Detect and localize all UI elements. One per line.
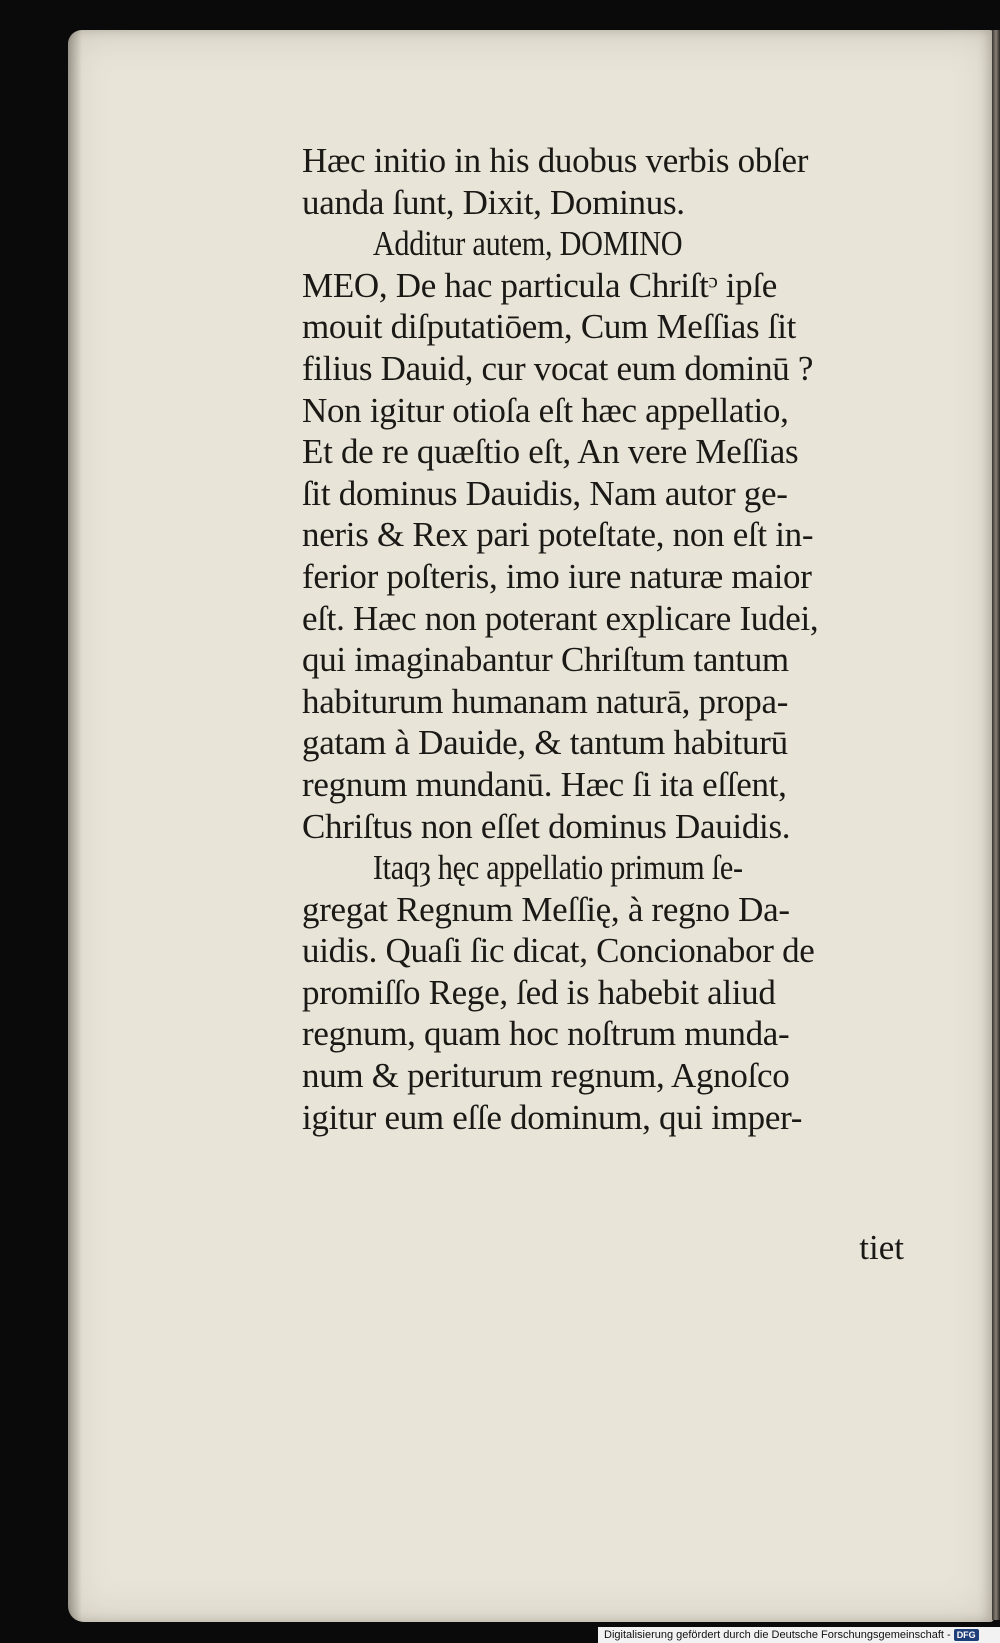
digitization-credit-bar	[598, 1627, 1000, 1643]
text-line: uidis. Quaſi ſic dicat, Concionabor de	[302, 931, 815, 971]
page-edge	[992, 30, 1000, 1620]
page-gutter-shadow	[68, 30, 82, 1622]
text-line: promiſſo Rege, ſed is habebit aliud	[302, 972, 776, 1012]
text-line: ferior poſteris, imo iure naturæ maior	[302, 556, 812, 596]
paragraph-3	[302, 847, 907, 1138]
text-line: gregat Regnum Meſſię, à regno Da-	[302, 889, 790, 929]
text-line: filius Dauid, cur vocat eum dominū ?	[302, 348, 814, 388]
text-line: Additur autem, DOMINO	[372, 224, 683, 264]
text-line: Chriſtus non eſſet dominus Dauidis.	[302, 806, 791, 846]
text-line: igitur eum eſſe dominum, qui imper-	[302, 1097, 803, 1137]
text-line: ſit dominus Dauidis, Nam autor ge-	[302, 473, 788, 513]
text-line: MEO, De hac particula Chriſtᵓ ipſe	[302, 265, 777, 305]
dfg-logo: DFG	[954, 1629, 979, 1641]
catchword: tiet	[859, 1228, 904, 1267]
text-line: habiturum humanam naturā, propa-	[302, 681, 789, 721]
text-line: Non igitur otioſa eſt hæc appellatio,	[302, 390, 789, 430]
text-line: Et de re quæſtio eſt, An vere Meſſias	[302, 432, 799, 472]
text-line: num & periturum regnum, Agnoſco	[302, 1056, 790, 1096]
body-text	[302, 140, 907, 1138]
text-line: regnum mundanū. Hæc ſi ita eſſent,	[302, 764, 787, 804]
text-line: uanda ſunt, Dixit, Dominus.	[302, 182, 685, 222]
text-line: eſt. Hæc non poterant explicare Iudei,	[302, 598, 819, 638]
text-line: Itaqȝ hęc appellatio primum ſe-	[372, 848, 743, 888]
credit-text: Digitalisierung gefördert durch die Deutsche Forschungsgemeinschaft -	[604, 1629, 951, 1641]
text-line: qui imaginabantur Chriſtum tantum	[302, 640, 789, 680]
text-line: Hæc initio in his duobus verbis obſer	[302, 141, 809, 180]
paragraph-2	[302, 223, 907, 847]
text-line: regnum, quam hoc noſtrum munda-	[302, 1014, 790, 1054]
text-line: mouit diſputatiōem, Cum Meſſias ſit	[302, 307, 797, 347]
text-line: neris & Rex pari poteſtate, non eſt in-	[302, 515, 814, 555]
paragraph-1	[302, 140, 907, 223]
text-line: gatam à Dauide, & tantum habiturū	[302, 723, 788, 763]
